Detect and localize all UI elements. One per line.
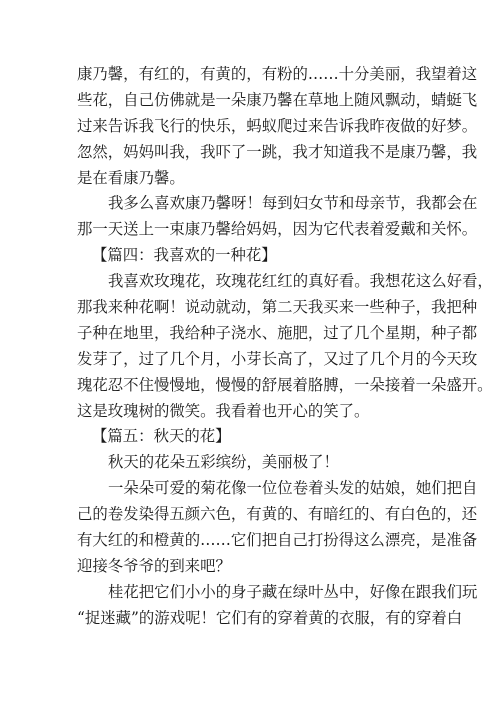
text-line: 那我来种花啊！说动就动，第二天我买来一些种子，我把种	[77, 298, 478, 317]
text-line: 己的卷发染得五颜六色，有黄的、有暗红的、有白色的，还	[77, 505, 478, 524]
text-line: 有大红的和橙黄的……它们把自己打扮得这么漂亮，是准备	[77, 531, 478, 550]
paragraph-start-line: 秋天的花朵五彩缤纷，美丽极了！	[108, 453, 339, 472]
paragraph-start-line: 桂花把它们小小的身子藏在绿叶丛中，好像在跟我们玩	[108, 582, 478, 601]
section-heading: 【篇四：我喜欢的一种花】	[92, 246, 277, 265]
paragraph-start-line: 我多么喜欢康乃馨呀！每到妇女节和母亲节，我都会在	[108, 194, 478, 213]
paragraph-start-line: 我喜欢玫瑰花，玫瑰花红红的真好看。我想花这么好看，	[108, 272, 493, 291]
section-heading: 【篇五：秋天的花】	[92, 427, 231, 446]
text-line: 康乃馨，有红的，有黄的，有粉的……十分美丽，我望着这	[77, 65, 478, 83]
document-body	[77, 62, 493, 632]
text-line: 发芽了，过了几个月，小芽长高了，又过了几个月的今天玫	[77, 349, 478, 368]
text-line: 那一天送上一束康乃馨给妈妈，因为它代表着爱戴和关怀。	[77, 220, 478, 239]
text-line: 忽然，妈妈叫我，我吓了一跳，我才知道我不是康乃馨，我	[77, 142, 478, 161]
text-line: 这是玫瑰树的微笑。我看着也开心的笑了。	[77, 401, 370, 420]
text-line: “捉迷藏”的游戏呢！它们有的穿着黄的衣服，有的穿着白	[77, 608, 463, 627]
paragraph-start-line: 一朵朵可爱的菊花像一位位卷着头发的姑娘，她们把自	[108, 479, 478, 498]
text-line: 是在看康乃馨。	[77, 168, 185, 187]
text-line: 子种在地里，我给种子浇水、施肥，过了几个星期，种子都	[77, 323, 478, 342]
text-line: 迎接冬爷爷的到来吧？	[77, 556, 231, 575]
text-line: 过来告诉我飞行的快乐，蚂蚁爬过来告诉我昨夜做的好梦。	[77, 116, 478, 135]
text-line: 些花，自己仿佛就是一朵康乃馨在草地上随风飘动，蜻蜓飞	[77, 90, 478, 109]
text-line: 瑰花忍不住慢慢地，慢慢的舒展着胳膊，一朵接着一朵盛开。	[77, 375, 493, 394]
